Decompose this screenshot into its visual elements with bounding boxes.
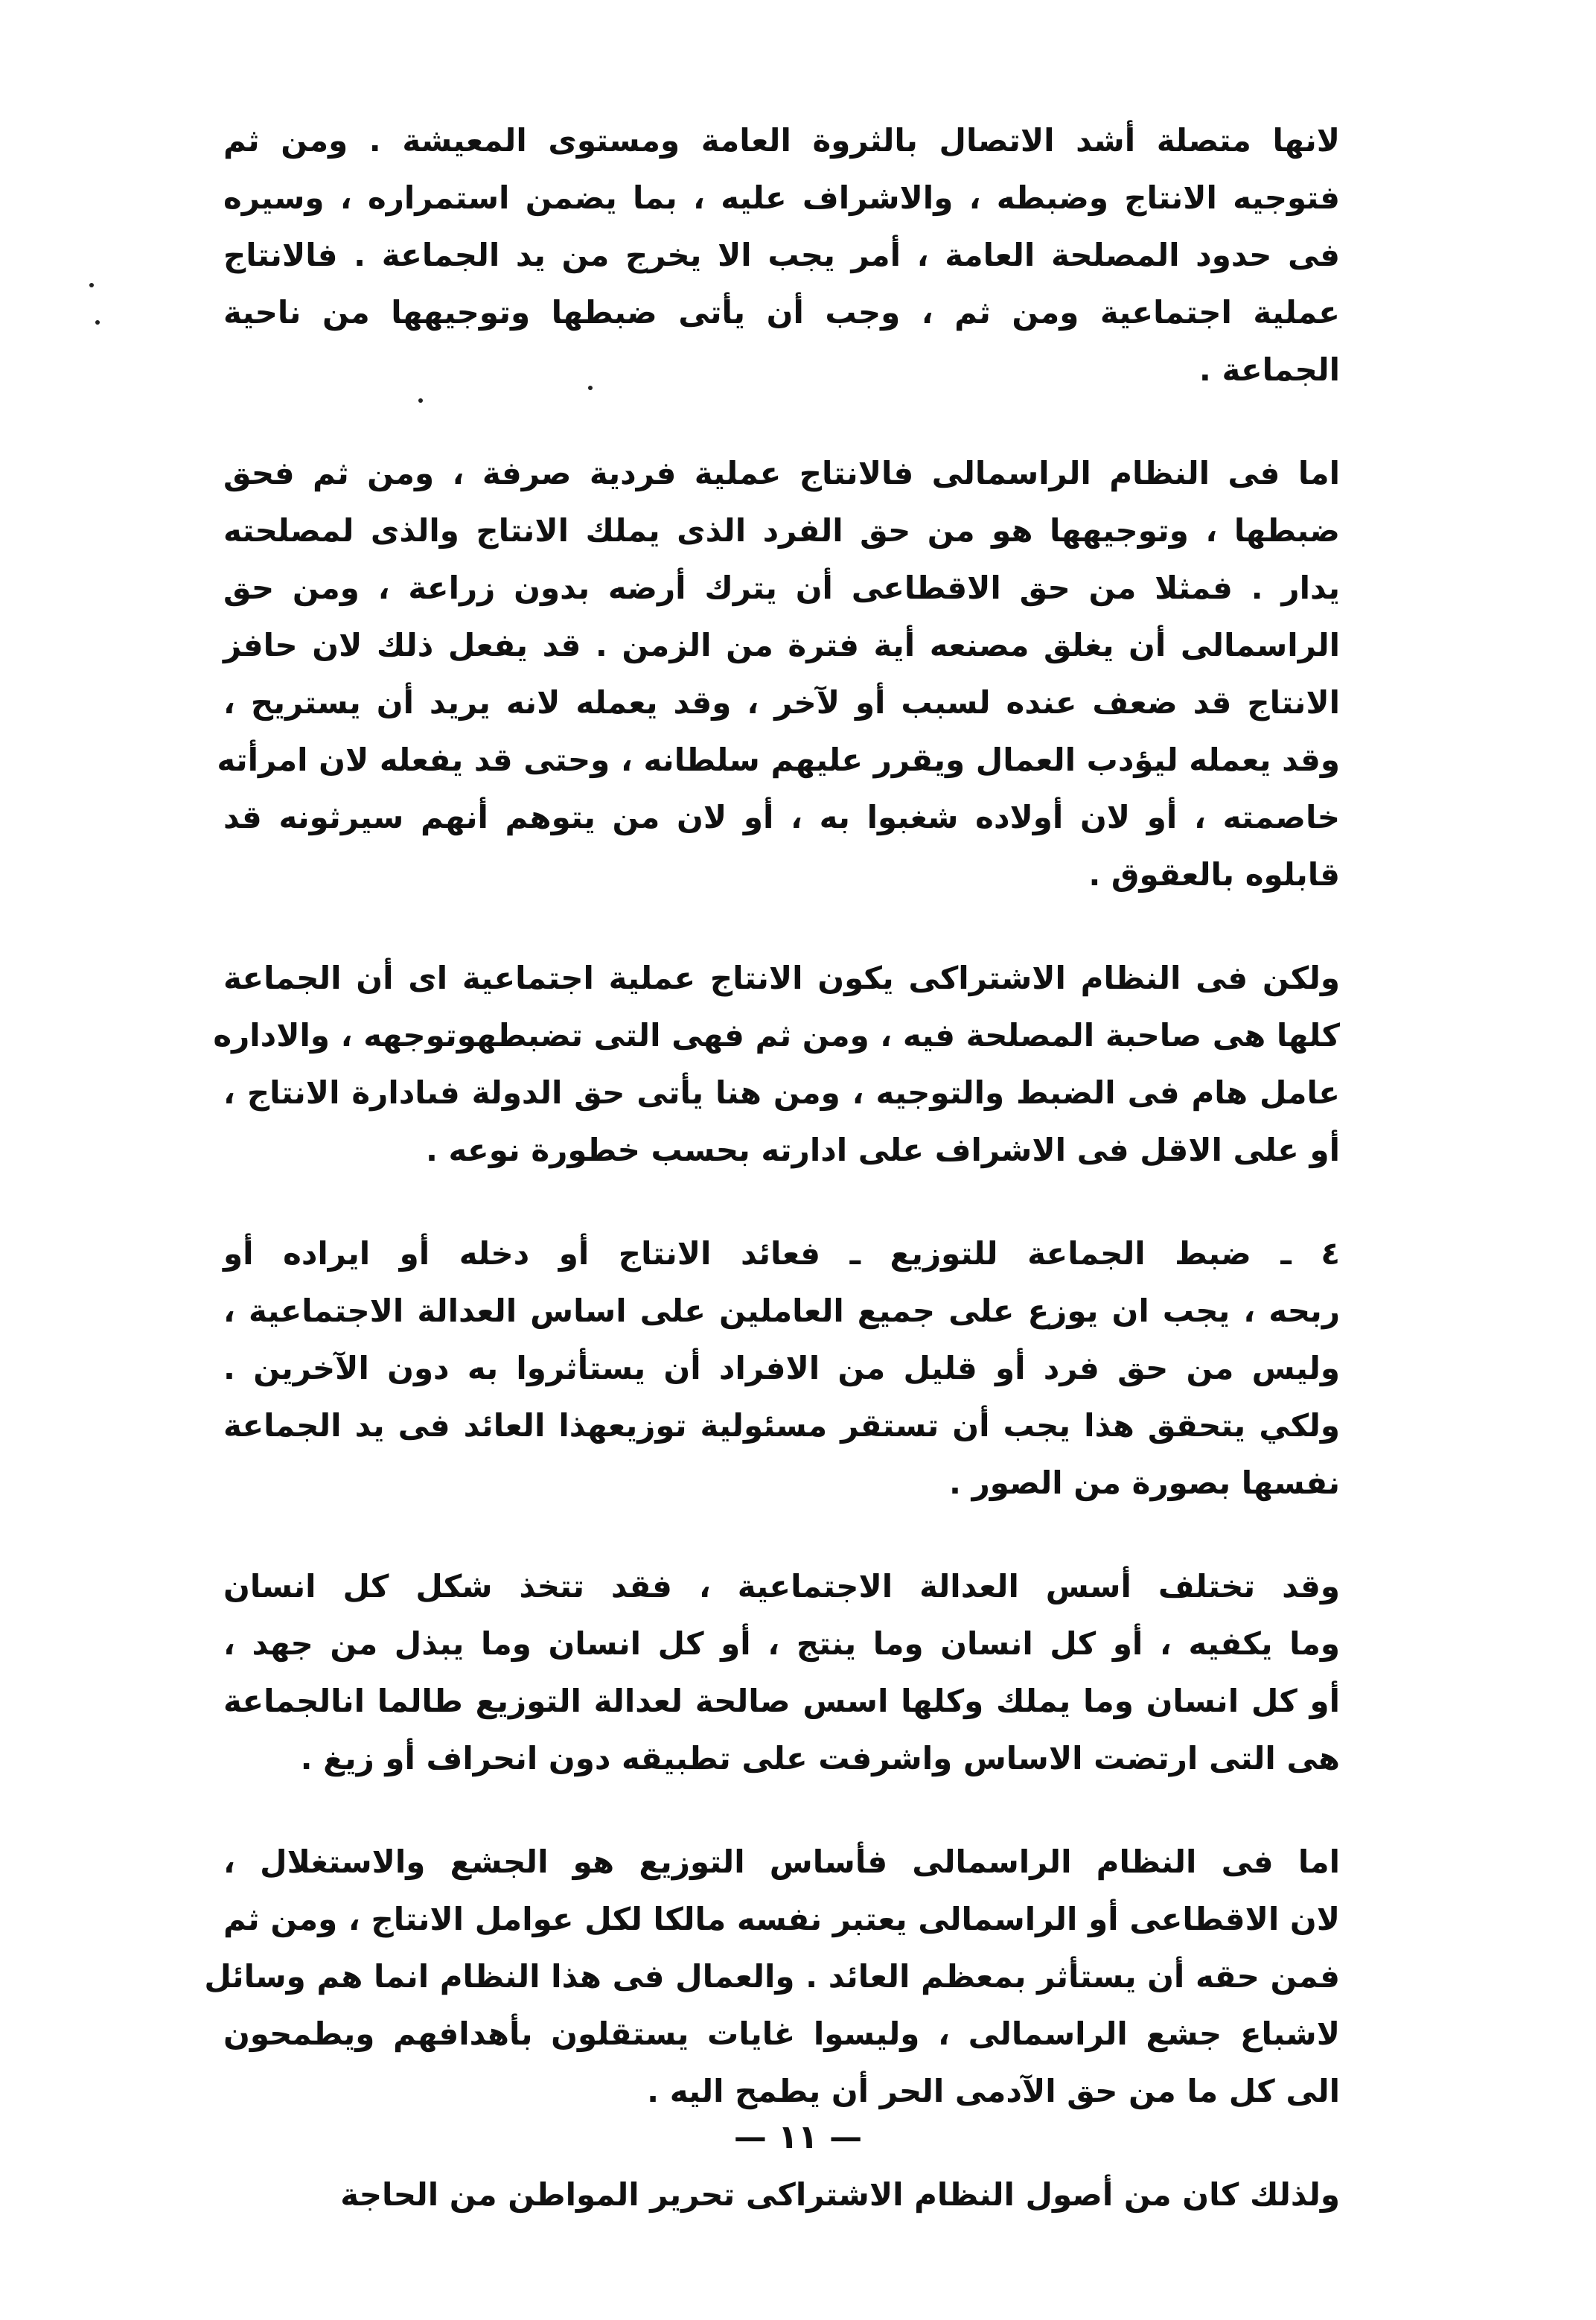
text-line: وقد تختلف أسس العدالة الاجتماعية ، فقد تتخذ شكل كل انسان	[223, 1568, 1340, 1604]
text-line: وليس من حق فرد أو قليل من الافراد أن يستأثروا به دون الآخرين .	[223, 1350, 1340, 1386]
text-line: الجماعة .	[1198, 351, 1340, 388]
text-line: أو على الاقل فى الاشراف على ادارته بحسب خطورة نوعه .	[425, 1132, 1340, 1168]
text-line: وقد يعمله ليؤدب العمال ويقرر عليهم سلطانه ، وحتى قد يفعله لان امرأته	[217, 742, 1340, 778]
text-line: فمن حقه أن يستأثر بمعظم العائد . والعمال فى هذا النظام انما هم وسائل	[204, 1958, 1340, 1995]
text-line: هى التى ارتضت الاساس واشرفت على تطبيقه دون انحراف أو زيغ .	[300, 1740, 1340, 1776]
scan-speck	[418, 398, 423, 403]
paragraph	[223, 1225, 1340, 1511]
text-line: كلها هى صاحبة المصلحة فيه ، ومن ثم فهى التى تضبطهوتوجهه ، والاداره	[213, 1017, 1340, 1054]
text-line: اما فى النظام الراسمالى فالانتاج عملية فردية صرفة ، ومن ثم فحق	[223, 455, 1340, 491]
text-line: ولكي يتحقق هذا يجب أن تستقر مسئولية توزيعهذا العائد فى يد الجماعة	[223, 1407, 1340, 1444]
text-line: عامل هام فى الضبط والتوجيه ، ومن هنا يأتى حق الدولة فىادارة الانتاج ،	[223, 1074, 1340, 1111]
text-line: عملية اجتماعية ومن ثم ، وجب أن يأتى ضبطها وتوجيهها من ناحية	[223, 294, 1340, 331]
text-line: وما يكفيه ، أو كل انسان وما ينتج ، أو كل انسان وما يبذل من جهد ،	[223, 1625, 1340, 1662]
text-line: لاشباع جشع الراسمالى ، وليسوا غايات يستقلون بأهدافهم ويطمحون	[223, 2015, 1340, 2052]
body-text	[204, 112, 1340, 2269]
text-line: فى حدود المصلحة العامة ، أمر يجب الا يخرج من يد الجماعة . فالانتاج	[223, 237, 1340, 273]
text-line: اما فى النظام الراسمالى فأساس التوزيع هو الجشع والاستغلال ،	[223, 1843, 1340, 1880]
paragraph	[217, 444, 1340, 903]
text-line: نفسها بصورة من الصور .	[949, 1465, 1340, 1501]
text-line: يدار . فمثلا من حق الاقطاعى أن يترك أرضه بدون زراعة ، ومن حق	[223, 570, 1340, 606]
page-number: — ١١ —	[733, 2118, 863, 2156]
text-line: ولكن فى النظام الاشتراكى يكون الانتاج عملية اجتماعية اى أن الجماعة	[223, 960, 1340, 996]
text-line: قابلوه بالعقوق .	[1088, 856, 1340, 893]
paragraph	[223, 1558, 1340, 1787]
text-line: لان الاقطاعى أو الراسمالى يعتبر نفسه مالكا لكل عوامل الانتاج ، ومن ثم	[223, 1901, 1340, 1937]
scan-speck	[89, 283, 94, 287]
paragraph	[204, 1833, 1340, 2120]
text-line: ضبطها ، وتوجيهها هو من حق الفرد الذى يملك الانتاج والذى لمصلحته	[223, 512, 1340, 549]
text-line: ولذلك كان من أصول النظام الاشتراكى تحرير المواطن من الحاجة	[340, 2176, 1340, 2213]
paragraph	[223, 112, 1340, 398]
text-line: أو كل انسان وما يملك وكلها اسس صالحة لعدالة التوزيع طالما انالجماعة	[223, 1683, 1340, 1719]
scan-speck	[95, 320, 100, 325]
text-line: لانها متصلة أشد الاتصال بالثروة العامة ومستوى المعيشة . ومن ثم	[223, 122, 1340, 159]
text-line: ٤ ـ ضبط الجماعة للتوزيع ـ فعائد الانتاج أو دخله أو ايراده أو	[223, 1235, 1340, 1272]
text-line: فتوجيه الانتاج وضبطه ، والاشراف عليه ، بما يضمن استمراره ، وسيره	[223, 179, 1340, 216]
text-line: ربحه ، يجب ان يوزع على جميع العاملين على اساس العدالة الاجتماعية ،	[223, 1293, 1340, 1329]
paragraph	[213, 949, 1340, 1179]
text-line: الراسمالى أن يغلق مصنعه أية فترة من الزمن . قد يفعل ذلك لان حافز	[223, 627, 1340, 663]
text-line: خاصمته ، أو لان أولاده شغبوا به ، أو لان من يتوهم أنهم سيرثونه قد	[223, 799, 1340, 835]
text-line: الانتاج قد ضعف عنده لسبب أو لآخر ، وقد يعمله لانه يريد أن يستريح ،	[223, 684, 1340, 721]
paragraph	[223, 2166, 1340, 2223]
text-line: الى كل ما من حق الآدمى الحر أن يطمح اليه .	[647, 2073, 1340, 2109]
scan-speck	[588, 386, 593, 390]
